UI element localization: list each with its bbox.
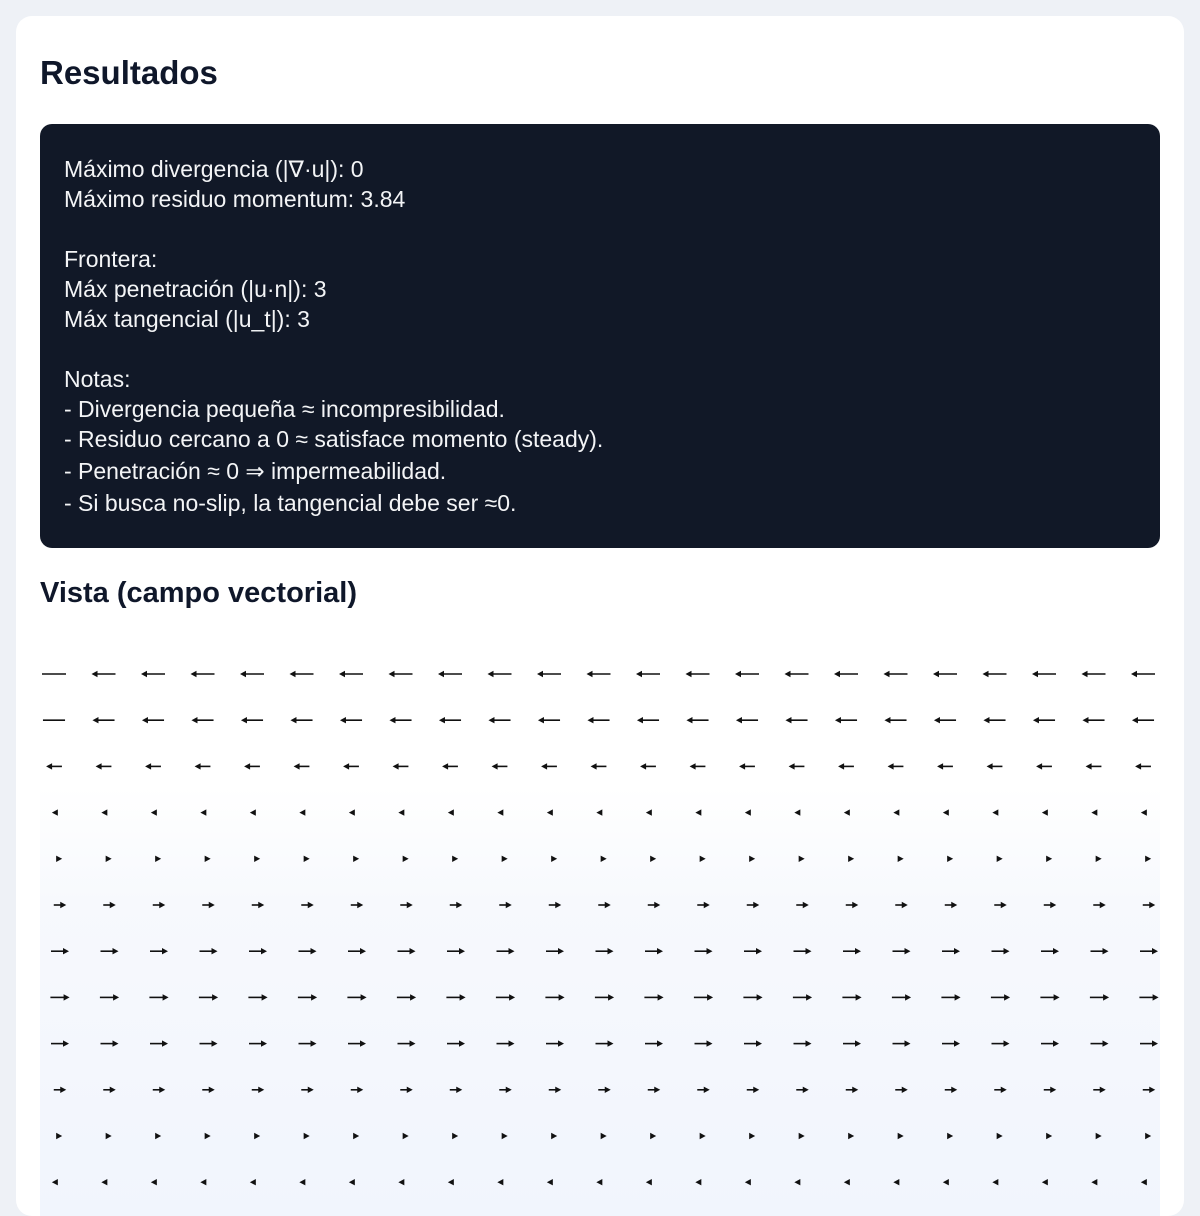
vector-arrow [794,1179,800,1185]
vector-arrow [502,1133,508,1139]
vector-arrow [1096,1133,1102,1139]
vector-arrow [349,1179,355,1185]
vector-arrow [150,1040,168,1046]
vector-arrow [697,902,709,908]
vector-arrow [447,1040,465,1046]
vector-arrow [51,948,69,954]
vector-arrow [596,948,614,954]
vector-arrow [1044,1087,1056,1093]
vector-arrow [1082,671,1106,677]
vector-arrow [648,1087,660,1093]
vector-arrow [304,1133,310,1139]
vector-arrow [106,856,112,862]
vector-arrow [650,856,656,862]
vector-arrow [439,717,461,723]
boundary-header: Frontera: [64,246,158,272]
vector-arrow [351,902,363,908]
vector-arrow [101,1040,119,1046]
vector-arrow [244,763,260,769]
vector-arrow [448,809,454,815]
vector-arrow [199,994,218,1000]
note-line: - Penetración ≈ 0 ⇒ impermeabilidad. [64,458,447,484]
vector-arrow [893,948,911,954]
vector-arrow [690,763,706,769]
vector-arrow [893,809,899,815]
vector-arrow [892,994,911,1000]
vector-arrow [101,809,107,815]
vector-arrow [343,763,359,769]
vector-arrow [749,856,755,862]
vector-arrow [848,1133,854,1139]
vector-arrow [1091,1179,1097,1185]
vector-arrow [96,763,112,769]
vector-arrow [403,1133,409,1139]
vector-arrow [389,671,413,677]
vector-arrow [304,856,310,862]
vector-arrow [290,717,312,723]
vector-arrow [92,671,116,677]
vector-arrow [697,1087,709,1093]
vector-arrow [943,1179,949,1185]
vector-arrow [1033,717,1055,723]
note-line: - Divergencia pequeña ≈ incompresibilidad. [64,396,505,422]
vector-arrow [339,671,363,677]
vector-arrow [983,717,1005,723]
penetration-line: Máx penetración (|u·n|): 3 [64,276,327,302]
vector-arrow [848,856,854,862]
vector-arrow [1093,1087,1105,1093]
note-line: - Si busca no-slip, la tangencial debe ser ≈0. [64,490,517,516]
vector-arrow [497,1040,515,1046]
vector-arrow [1145,856,1151,862]
vector-arrow [252,902,264,908]
vector-arrow [200,1040,218,1046]
vector-arrow [1091,948,1109,954]
vector-arrow [250,809,256,815]
vector-arrow [735,671,759,677]
vector-arrow [191,717,213,723]
vector-arrow [202,902,214,908]
vector-arrow [1140,948,1158,954]
vector-arrow [644,994,663,1000]
vector-arrow [389,717,411,723]
vector-arrow [700,856,706,862]
vector-arrow [249,948,267,954]
vector-arrow [587,717,609,723]
vector-arrow [452,856,458,862]
vector-arrow [191,671,215,677]
vector-arrow [898,1133,904,1139]
vector-arrow [598,1087,610,1093]
vector-arrow [844,809,850,815]
vector-arrow [51,1040,69,1046]
vector-arrow [1135,763,1151,769]
vector-arrow [1139,994,1158,1000]
vector-arrow [695,1179,701,1185]
vector-arrow [155,1133,161,1139]
vector-arrow [398,948,416,954]
vector-arrow [785,717,807,723]
vector-arrow [987,763,1003,769]
vector-arrow [92,717,114,723]
vector-arrow [348,948,366,954]
vector-arrow [351,1087,363,1093]
vector-arrow [1090,994,1109,1000]
vector-arrow [299,948,317,954]
vector-arrow [596,1040,614,1046]
vector-arrow [398,809,404,815]
vector-arrow [1042,809,1048,815]
vector-arrow [149,994,168,1000]
vector-arrow [893,1179,899,1185]
vector-arrow [1091,1040,1109,1046]
vector-arrow [888,763,904,769]
vector-arrow [747,902,759,908]
vector-arrow [799,856,805,862]
vector-arrow [100,994,119,1000]
vector-arrow [834,671,858,677]
vector-arrow [745,1179,751,1185]
vector-arrow [945,902,957,908]
vector-arrow [545,994,564,1000]
vector-arrow [151,809,157,815]
vector-arrow [650,1133,656,1139]
vector-arrow [1143,1087,1155,1093]
vector-arrow [298,994,317,1000]
vector-arrow [452,1133,458,1139]
vector-arrow [835,717,857,723]
vector-arrow [106,1133,112,1139]
vector-arrow [349,809,355,815]
vector-arrow [1093,902,1105,908]
vector-arrow [1046,856,1052,862]
vector-arrow [898,856,904,862]
vector-arrow [1132,717,1154,723]
vector-arrow [601,856,607,862]
vector-arrow [796,1087,808,1093]
results-title: Resultados [40,54,218,91]
vector-arrow [549,902,561,908]
vector-arrow [348,1040,366,1046]
vector-arrow [254,856,260,862]
vector-arrow [250,1179,256,1185]
vector-arrow [601,1133,607,1139]
vector-arrow [994,1087,1006,1093]
vector-arrow [54,1087,66,1093]
vector-arrow [994,902,1006,908]
vector-arrow [645,1040,663,1046]
vector-arrow [56,1133,62,1139]
vector-arrow [546,948,564,954]
vector-arrow [488,717,510,723]
vector-arrow [1036,763,1052,769]
vector-arrow [596,1179,602,1185]
vector-arrow [398,1179,404,1185]
vector-arrow [551,856,557,862]
vector-arrow [895,1087,907,1093]
vector-arrow [400,1087,412,1093]
vector-arrow [240,671,264,677]
vector-arrow [893,1040,911,1046]
vector-arrow [1082,717,1104,723]
vector-arrow [838,763,854,769]
vector-arrow [884,717,906,723]
vector-arrow [744,1040,762,1046]
vector-arrow [56,856,62,862]
vector-arrow [299,809,305,815]
vector-arrow [450,1087,462,1093]
vector-arrow [1046,1133,1052,1139]
vector-arrow [694,994,713,1000]
vector-arrow [541,763,557,769]
vector-arrow [793,994,812,1000]
vector-arrow [598,902,610,908]
vector-arrow [294,763,310,769]
vector-arrow [744,948,762,954]
vector-arrow [640,763,656,769]
vector-arrow [595,994,614,1000]
vector-arrow [353,856,359,862]
vector-arrow [1141,809,1147,815]
vector-arrow [997,1133,1003,1139]
vector-arrow [695,1040,713,1046]
vector-arrow [1140,1040,1158,1046]
vector-arrow [942,1040,960,1046]
vector-arrow [347,994,366,1000]
vector-arrow [497,809,503,815]
vector-arrow [547,809,553,815]
vector-arrow [252,1087,264,1093]
vector-arrow [947,1133,953,1139]
vector-arrow [695,948,713,954]
vector-arrow [884,671,908,677]
vector-arrow [1086,763,1102,769]
vector-arrow [747,1087,759,1093]
vector-arrow [587,671,611,677]
vector-arrow [448,1179,454,1185]
vector-arrow [1141,1179,1147,1185]
vector-arrow [1091,809,1097,815]
vector-arrow [997,856,1003,862]
vector-arrow [983,671,1007,677]
vector-arrow [646,809,652,815]
vector-arrow [846,1087,858,1093]
vector-arrow [551,1133,557,1139]
vector-arrow [393,763,409,769]
vector-arrow [794,809,800,815]
vector-arrow [743,994,762,1000]
vector-arrow [101,948,119,954]
divergence-line: Máximo divergencia (|∇·u|): 0 [64,156,364,182]
vector-arrow [488,671,512,677]
vector-arrow [745,809,751,815]
vector-arrow [153,902,165,908]
vector-arrow [46,763,62,769]
vector-arrow [502,856,508,862]
vector-arrow [446,994,465,1000]
note-line: - Residuo cercano a 0 ≈ satisface momento (steady). [64,426,604,452]
vector-arrow [785,671,809,677]
vector-arrow [992,948,1010,954]
vector-field-plot [40,644,1160,1216]
vector-arrow [646,1179,652,1185]
vector-arrow [700,1133,706,1139]
vector-arrow [200,809,206,815]
vector-arrow [151,1179,157,1185]
vector-arrow [497,948,515,954]
vector-arrow [1032,671,1056,677]
vector-arrow [943,809,949,815]
vector-arrow [844,1179,850,1185]
vector-arrow [992,809,998,815]
vector-arrow [153,1087,165,1093]
vector-arrow [447,948,465,954]
vector-arrow [52,809,58,815]
vector-arrow [947,856,953,862]
view-title: Vista (campo vectorial) [40,577,357,609]
vector-arrow [497,1179,503,1185]
vector-arrow [254,1133,260,1139]
vector-arrow [546,1040,564,1046]
vector-arrow [591,763,607,769]
vector-arrow [637,717,659,723]
vector-arrow [340,717,362,723]
vector-arrow [400,902,412,908]
vector-arrow [846,902,858,908]
results-card [16,16,1184,1216]
vector-arrow [843,1040,861,1046]
vector-arrow [739,763,755,769]
vector-arrow [398,1040,416,1046]
vector-arrow [155,856,161,862]
vector-arrow [50,994,69,1000]
vector-arrow [796,902,808,908]
vector-arrow [200,1179,206,1185]
vector-field-view [40,644,1160,1216]
vector-arrow [1143,902,1155,908]
vector-arrow [1041,1040,1059,1046]
vector-arrow [538,717,560,723]
vector-arrow [499,902,511,908]
vector-arrow [301,1087,313,1093]
vector-arrow [749,1133,755,1139]
vector-arrow [686,717,708,723]
vector-arrow [403,856,409,862]
vector-arrow [249,1040,267,1046]
vector-arrow [549,1087,561,1093]
vector-arrow [438,671,462,677]
vector-arrow [945,1087,957,1093]
notes-header: Notas: [64,366,131,392]
vector-arrow [794,1040,812,1046]
vector-arrow [596,809,602,815]
vector-arrow [103,1087,115,1093]
vector-arrow [1042,1179,1048,1185]
vector-arrow [103,902,115,908]
results-panel [40,124,1160,548]
vector-arrow [205,856,211,862]
vector-arrow [695,809,701,815]
vector-arrow [301,902,313,908]
vector-arrow [794,948,812,954]
vector-arrow [52,1179,58,1185]
vector-arrow [299,1040,317,1046]
vector-arrow [1131,671,1155,677]
vector-arrow [842,994,861,1000]
vector-arrow [150,948,168,954]
vector-arrow [991,994,1010,1000]
vector-arrow [937,763,953,769]
vector-arrow [789,763,805,769]
vector-arrow [142,717,164,723]
vector-arrow [145,763,161,769]
vector-arrow [799,1133,805,1139]
vector-arrow [141,671,165,677]
vector-arrow [1145,1133,1151,1139]
vector-arrow [686,671,710,677]
vector-arrow [736,717,758,723]
vector-arrow [1041,948,1059,954]
vector-arrow [934,717,956,723]
vector-arrow [195,763,211,769]
vector-arrow [992,1179,998,1185]
vector-arrow [54,902,66,908]
vector-arrow [1040,994,1059,1000]
vector-arrow [442,763,458,769]
vector-arrow [537,671,561,677]
vector-arrow [992,1040,1010,1046]
vector-arrow [1044,902,1056,908]
vector-arrow [648,902,660,908]
vector-arrow [942,948,960,954]
vector-arrow [933,671,957,677]
vector-arrow [202,1087,214,1093]
vector-arrow [941,994,960,1000]
tangential-line: Máx tangencial (|u_t|): 3 [64,306,310,332]
vector-arrow [496,994,515,1000]
vector-arrow [450,902,462,908]
vector-arrow [397,994,416,1000]
vector-arrow [248,994,267,1000]
vector-arrow [492,763,508,769]
vector-arrow [1096,856,1102,862]
vector-arrow [205,1133,211,1139]
vector-arrow [645,948,663,954]
vector-arrow [241,717,263,723]
vector-arrow [895,902,907,908]
vector-arrow [843,948,861,954]
vector-arrow [499,1087,511,1093]
vector-arrow [547,1179,553,1185]
vector-arrow [353,1133,359,1139]
vector-arrow [636,671,660,677]
vector-arrow [299,1179,305,1185]
vector-arrow [200,948,218,954]
momentum-line: Máximo residuo momentum: 3.84 [64,186,406,212]
vector-arrow [290,671,314,677]
vector-arrow [101,1179,107,1185]
